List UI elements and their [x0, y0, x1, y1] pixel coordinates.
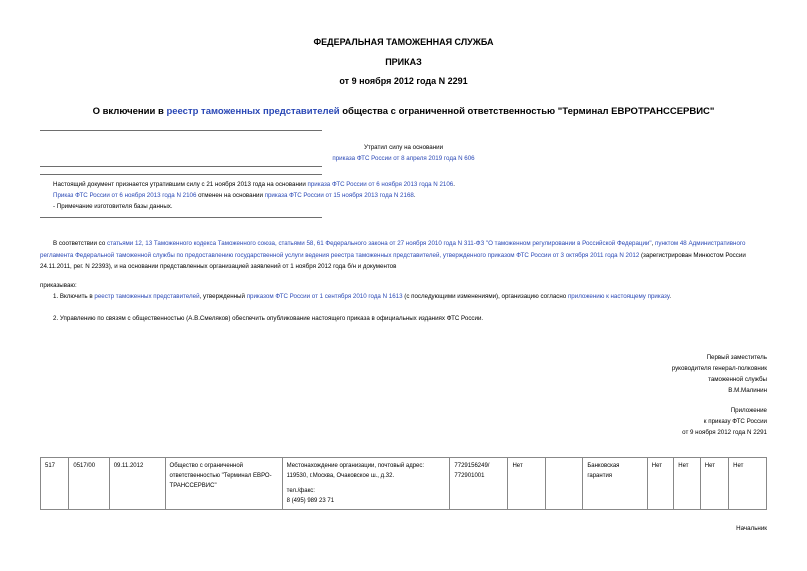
note-order-2168-link[interactable]: приказа ФТС России от 15 ноября 2013 года N 2168 — [264, 192, 414, 199]
document-date-number: от 9 ноября 2012 года N 2291 — [339, 76, 468, 86]
document-title — [0, 106, 807, 117]
title-registry-link[interactable]: реестр таможенных представителей — [166, 106, 340, 117]
note-line-1 — [53, 179, 455, 190]
cell-col-10: Нет — [647, 458, 674, 510]
note-text: Настоящий документ признается утратившим силу с 21 ноября 2013 года на основании — [53, 181, 308, 188]
footer-label: Начальник — [736, 525, 767, 532]
regulation-link[interactable]: пунктом 48 Административного регламента Федеральной таможенной службы по предоставлению государственной услуги ведения реестра таможенных представителей, утвержденного приказом ФТС России от 3 октября 2011 года N 2012 — [40, 240, 746, 259]
cell-address — [282, 458, 450, 510]
cell-col-7: Нет — [508, 458, 546, 510]
customs-code-link[interactable]: статьями 12, 13 Таможенного кодекса Таможенного союза, статьями 58, 61 Федерального закона от 27 ноября 2010 года N 311-ФЗ "О таможенном регулировании в Российской Федерации" — [106, 240, 652, 247]
title-part-1: О включении в — [92, 106, 167, 117]
phone-value: 8 (495) 989 23 71 — [286, 498, 335, 504]
signature-line-3: таможенной службы — [708, 376, 767, 383]
address-value: 119530, г.Москва, Очаковское ш., д.32. — [286, 473, 395, 479]
note-order-2106-link-2[interactable]: Приказ ФТС России от 6 ноября 2013 года N 2106 — [53, 192, 197, 199]
item-1-registry-link[interactable]: реестр таможенных представителей — [94, 293, 200, 300]
cell-date: 09.11.2012 — [109, 458, 165, 510]
item-2: 2. Управлению по связям с общественностью (А.В.Смеляков) обеспечить опубликование настоящего приказа в официальных изданиях ФТС России. — [53, 315, 484, 322]
cell-col-11: Нет — [674, 458, 701, 510]
note-period: . — [453, 181, 455, 188]
divider — [40, 217, 322, 218]
title-part-2: общества с ограниченной ответственностью "Терминал ЕВРОТРАНССЕРВИС" — [339, 106, 715, 117]
preamble-text-2: , — [651, 240, 656, 247]
status-order-link[interactable]: приказа ФТС России от 8 апреля 2019 года N 606 — [332, 155, 475, 162]
appendix-block — [682, 405, 767, 438]
note-line-3: - Примечание изготовителя базы данных. — [53, 203, 173, 210]
cell-inn-kpp: 7729156249/ 772901001 — [450, 458, 508, 510]
cell-guarantee: Банковская гарантия — [583, 458, 647, 510]
agency-name: ФЕДЕРАЛЬНАЯ ТАМОЖЕННАЯ СЛУЖБА — [313, 37, 494, 47]
note-order-2106-link[interactable]: приказа ФТС России от 6 ноября 2013 года N 2106 — [307, 181, 454, 188]
address-label: Местонахождение организации, почтовый адрес: — [286, 463, 425, 469]
preamble-text-3: (зарегистрирован Минюстом России 24.11.2011, рег. N 22393), и на основании представленных организацией заявлений от 1 ноября 2012 года б/н и документов — [40, 251, 746, 270]
cell-col-12: Нет — [700, 458, 728, 510]
cell-number: 517 — [41, 458, 69, 510]
signature-line-1: Первый заместитель — [706, 354, 767, 361]
appendix-line-2: к приказу ФТС России — [703, 418, 767, 425]
item-1 — [53, 291, 671, 302]
note-period-2: . — [413, 192, 416, 199]
status-text: Утратил силу на основании — [363, 144, 444, 151]
item-1-appendix-link[interactable]: приложению к настоящему приказу — [567, 293, 670, 300]
divider — [40, 174, 322, 175]
cell-registry-number: 0517/00 — [69, 458, 109, 510]
cell-col-13: Нет — [729, 458, 767, 510]
table-row — [41, 458, 767, 510]
divider — [40, 166, 322, 167]
signature-block — [672, 352, 767, 396]
note-text-2: отменен на основании — [196, 192, 265, 199]
item-1-text-2: , утвержденный — [199, 293, 247, 300]
signature-name: В.М.Малинин — [728, 387, 767, 394]
order-word: приказываю: — [40, 282, 77, 289]
registry-table — [40, 457, 767, 510]
item-1-text-3: (с последующими изменениями), организацию согласно — [402, 293, 568, 300]
item-1-text-4: . — [669, 293, 672, 300]
preamble-text-1: В соответствии со — [53, 240, 107, 247]
preamble-paragraph — [40, 238, 770, 273]
cell-col-8 — [546, 458, 583, 510]
note-line-2 — [53, 190, 416, 201]
document-type: ПРИКАЗ — [385, 57, 422, 67]
status-link-line — [0, 153, 807, 164]
phone-label: тел./факс: — [286, 488, 315, 494]
cell-organization: Общество с ограниченной ответственностью "Терминал ЕВРО-ТРАНССЕРВИС" — [165, 458, 282, 510]
item-1-text-1: 1. Включить в — [53, 293, 95, 300]
item-1-order-1613-link[interactable]: приказом ФТС России от 1 сентября 2010 года N 1613 — [246, 293, 403, 300]
divider — [40, 130, 322, 131]
appendix-line-1: Приложение — [730, 407, 767, 414]
signature-line-2: руководителя генерал-полковник — [671, 365, 767, 372]
appendix-line-3: от 9 ноября 2012 года N 2291 — [682, 429, 767, 436]
